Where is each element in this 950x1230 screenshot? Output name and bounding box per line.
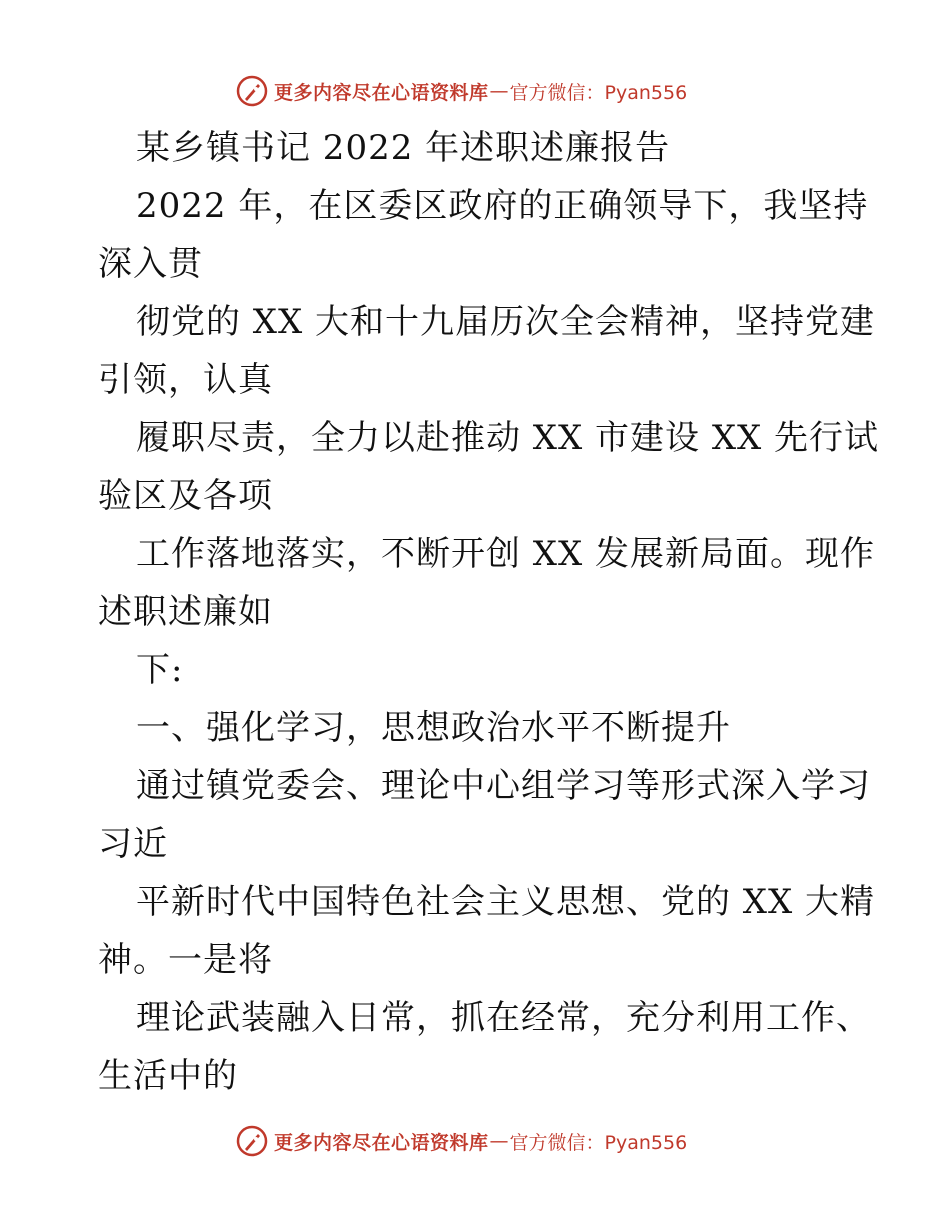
paragraph-line: 生活中的 [98,1056,238,1096]
paragraph-line: 引领，认真 [98,360,273,400]
watermark-site: 更多内容尽在心语资料库 [274,81,489,104]
document-title: 某乡镇书记 2022 年述职述廉报告 [136,128,671,168]
watermark-site: 更多内容尽在心语资料库 [274,1131,489,1154]
paragraph-line: 习近 [98,824,168,864]
footer-watermark [236,1124,687,1158]
watermark-contact: 官方微信：Pyan556 [509,1131,688,1154]
paragraph-line: 下: [136,650,184,690]
header-watermark [236,74,687,108]
paragraph-line: 验区及各项 [98,476,273,516]
paragraph-line: 神。一是将 [98,940,273,980]
quill-logo-icon [236,1125,268,1157]
watermark-contact: 官方微信：Pyan556 [509,81,688,104]
paragraph-line: 通过镇党委会、理论中心组学习等形式深入学习 [136,766,871,806]
quill-logo-icon [236,75,268,107]
paragraph-line: 履职尽责，全力以赴推动 XX 市建设 XX 先行试 [136,418,880,458]
section-heading: 一、强化学习，思想政治水平不断提升 [136,708,731,748]
paragraph-line: 平新时代中国特色社会主义思想、党的 XX 大精 [136,882,876,922]
paragraph-line: 理论武装融入日常，抓在经常，充分利用工作、 [136,998,871,1038]
paragraph-line: 深入贯 [98,244,203,284]
watermark-dash: — [489,1130,509,1152]
paragraph-line: 2022 年，在区委区政府的正确领导下，我坚持 [136,186,869,226]
paragraph-line: 工作落地落实，不断开创 XX 发展新局面。现作 [136,534,876,574]
paragraph-line: 彻党的 XX 大和十九届历次全会精神，坚持党建 [136,302,876,342]
watermark-dash: — [489,80,509,102]
paragraph-line: 述职述廉如 [98,592,273,632]
